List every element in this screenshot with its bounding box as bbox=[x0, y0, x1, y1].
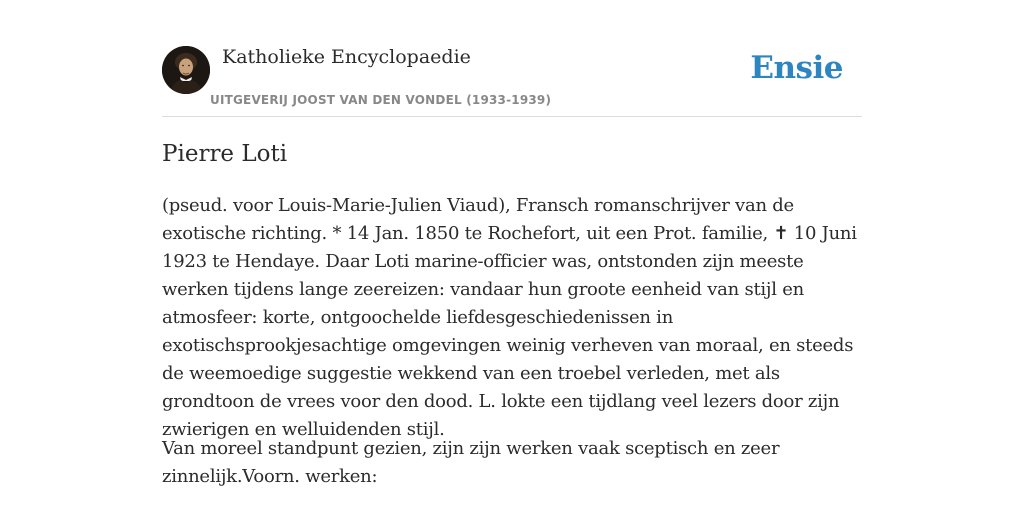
article-paragraph: Van moreel standpunt gezien, zijn zijn werken vaak sceptisch en zeer zinnelijk.Voorn. werken: bbox=[162, 438, 780, 487]
portrait-icon bbox=[162, 46, 210, 94]
article-title: Pierre Loti bbox=[162, 141, 288, 167]
portrait-avatar-icon[interactable] bbox=[162, 46, 210, 94]
publisher-label: UITGEVERIJ JOOST VAN DEN VONDEL (1933-1939) bbox=[210, 93, 552, 107]
site-title[interactable]: Katholieke Encyclopaedie bbox=[222, 46, 471, 68]
ensie-logo[interactable]: Ensie bbox=[750, 50, 843, 86]
article-paragraph: (pseud. voor Louis-Marie-Julien Viaud), Fransch romanschrijver van de exotische richting. * 14 Jan. 1850 te Rochefort, uit een Prot. familie, ✝ 10 Juni 1923 te Hendaye. Daar Loti marine-officier was, ontstonden zijn meeste werken tijdens lange zeereizen: vandaar hun groote eenheid van stijl en atmosfeer: korte, ontgoochelde liefdesgeschiedenissen in exotischsprookjesachtige omgevingen weinig verheven van moraal, en steeds de weemoedige suggestie wekkend van een troebel verleden, met als grondtoon de vrees voor den dood. L. lokte een tijdlang veel lezers door zijn zwierigen en welluidenden stijl. bbox=[162, 195, 857, 440]
page-container bbox=[162, 0, 862, 487]
site-header bbox=[162, 0, 862, 117]
